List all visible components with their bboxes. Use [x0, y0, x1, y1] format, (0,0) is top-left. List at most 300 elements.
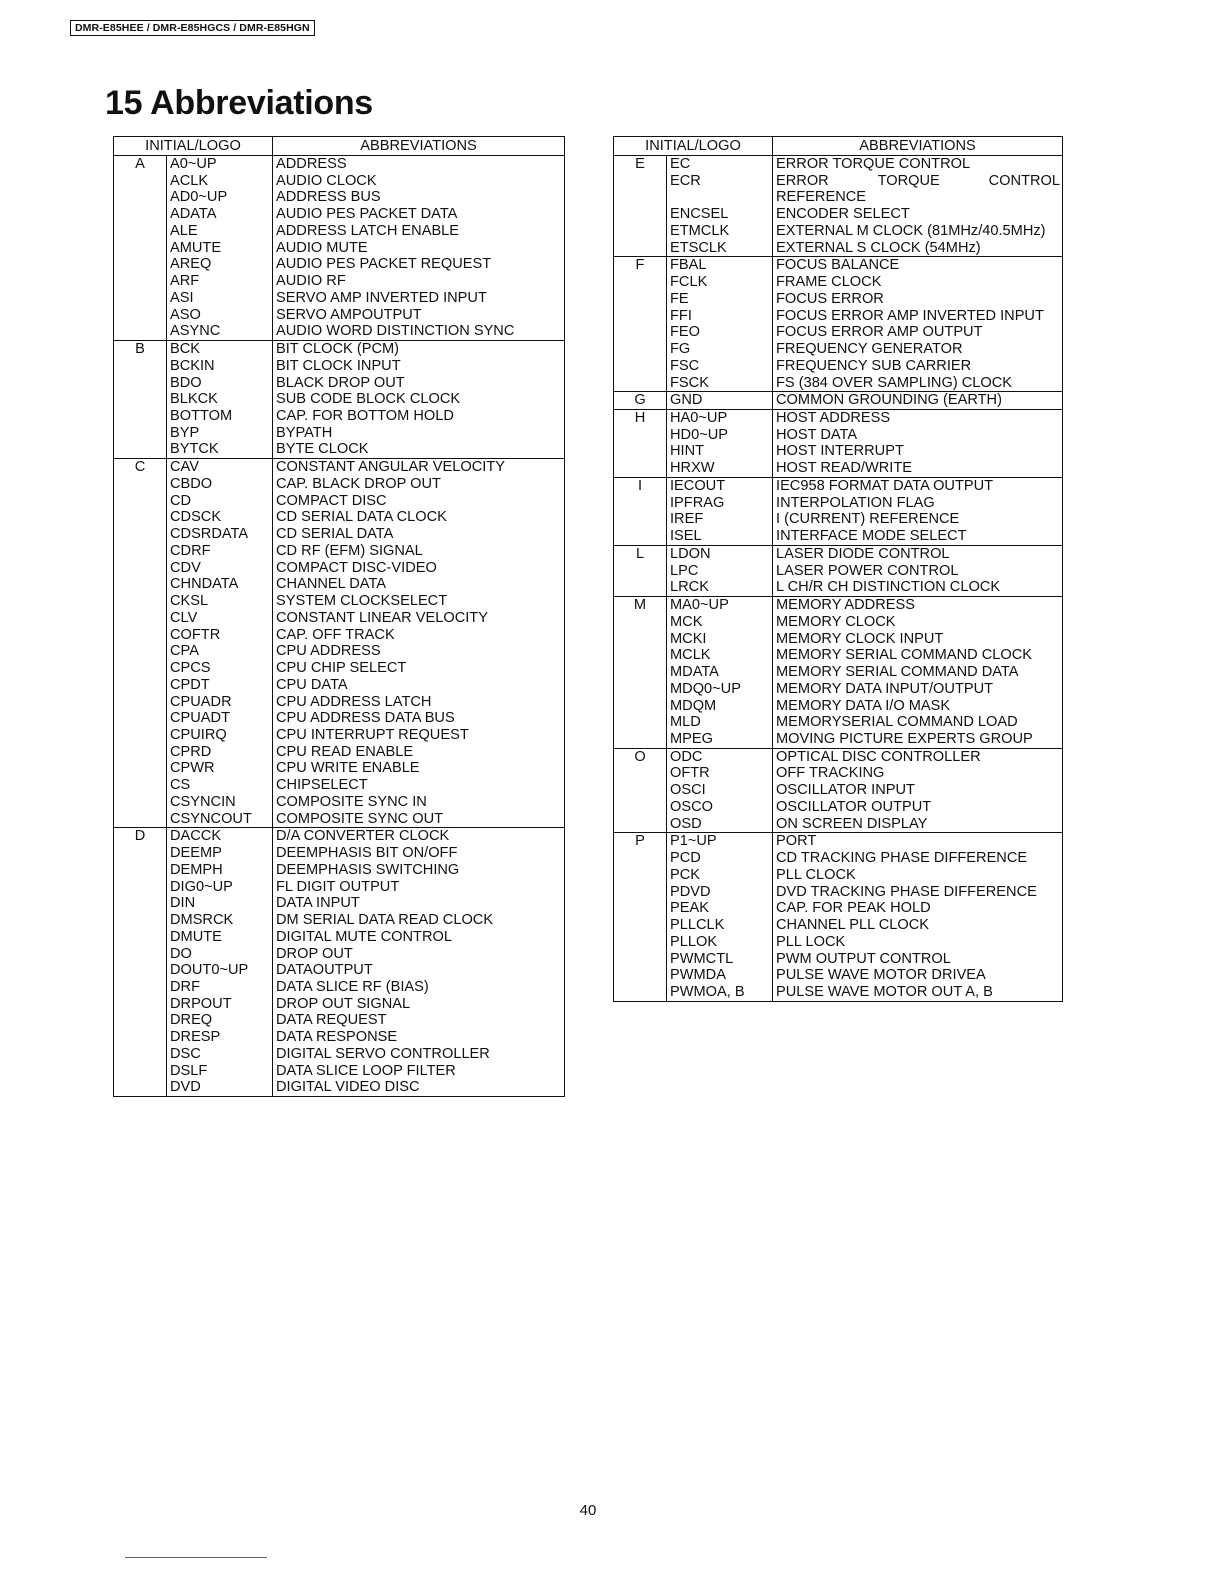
- abbreviation-meaning: CPU DATA: [273, 677, 565, 694]
- table-row: [614, 173, 1063, 206]
- abbreviation-meaning: CAP. FOR BOTTOM HOLD: [273, 408, 565, 425]
- abbreviation-code: FCLK: [667, 274, 773, 291]
- abbreviation-meaning: FRAME CLOCK: [773, 274, 1063, 291]
- table-row: [114, 256, 565, 273]
- abbreviation-code: CD: [167, 493, 273, 510]
- group-initial: L: [614, 545, 667, 596]
- abbreviation-meaning: AUDIO WORD DISTINCTION SYNC: [273, 323, 565, 340]
- abbreviation-code: PCK: [667, 867, 773, 884]
- table-row: [614, 274, 1063, 291]
- group-initial: G: [614, 392, 667, 410]
- table-row: [614, 324, 1063, 341]
- table-row: [614, 341, 1063, 358]
- table-row: [114, 744, 565, 761]
- abbreviation-meaning: CONSTANT ANGULAR VELOCITY: [273, 459, 565, 476]
- header-initial-logo: INITIAL/LOGO: [114, 137, 273, 156]
- table-row: [114, 710, 565, 727]
- abbreviation-meaning: HOST READ/WRITE: [773, 460, 1063, 477]
- table-row: [114, 1063, 565, 1080]
- abbreviation-meaning: FREQUENCY SUB CARRIER: [773, 358, 1063, 375]
- table-row: [614, 631, 1063, 648]
- abbreviation-meaning: CPU WRITE ENABLE: [273, 760, 565, 777]
- abbreviation-code: DREQ: [167, 1012, 273, 1029]
- abbreviation-meaning: DATA SLICE RF (BIAS): [273, 979, 565, 996]
- table-row: [614, 495, 1063, 512]
- abbreviation-meaning: CD SERIAL DATA CLOCK: [273, 509, 565, 526]
- table-row: [614, 240, 1063, 257]
- abbreviation-code: FSC: [667, 358, 773, 375]
- table-row: [114, 627, 565, 644]
- abbreviation-meaning: [773, 173, 1063, 206]
- abbreviation-meaning: FOCUS ERROR AMP OUTPUT: [773, 324, 1063, 341]
- abbreviation-meaning: EXTERNAL M CLOCK (81MHz/40.5MHz): [773, 223, 1063, 240]
- abbreviation-meaning: MEMORY CLOCK INPUT: [773, 631, 1063, 648]
- abbreviation-code: PWMOA, B: [667, 984, 773, 1001]
- group-initial: B: [114, 341, 167, 459]
- table-row: [614, 867, 1063, 884]
- abbreviation-meaning: LASER POWER CONTROL: [773, 563, 1063, 580]
- abbreviation-code: MDATA: [667, 664, 773, 681]
- abbreviation-code: CDSCK: [167, 509, 273, 526]
- abbreviation-code: ASI: [167, 290, 273, 307]
- table-row: [114, 526, 565, 543]
- table-row: [114, 156, 565, 173]
- abbreviation-code: PEAK: [667, 900, 773, 917]
- table-row: [614, 731, 1063, 748]
- footer-rule: [125, 1557, 267, 1558]
- table-row: [614, 579, 1063, 596]
- abbreviation-code: CDRF: [167, 543, 273, 560]
- abbreviation-code: DO: [167, 946, 273, 963]
- group-initial: E: [614, 156, 667, 257]
- meaning-word: TORQUE: [877, 172, 940, 189]
- table-row: [114, 307, 565, 324]
- abbreviation-code: CPRD: [167, 744, 273, 761]
- table-row: [114, 189, 565, 206]
- abbreviation-meaning: MEMORY DATA INPUT/OUTPUT: [773, 681, 1063, 698]
- abbreviation-code: ETMCLK: [667, 223, 773, 240]
- table-row: [114, 760, 565, 777]
- table-row: [614, 967, 1063, 984]
- table-row: [614, 223, 1063, 240]
- table-row: [114, 273, 565, 290]
- abbreviation-meaning: CHANNEL DATA: [273, 576, 565, 593]
- table-row: [614, 664, 1063, 681]
- abbreviation-code: DSLF: [167, 1063, 273, 1080]
- abbreviation-meaning: AUDIO RF: [273, 273, 565, 290]
- table-row: [614, 528, 1063, 545]
- abbreviation-meaning: BIT CLOCK INPUT: [273, 358, 565, 375]
- table-row: [614, 511, 1063, 528]
- abbreviation-code: CAV: [167, 459, 273, 476]
- abbreviation-meaning: CPU ADDRESS DATA BUS: [273, 710, 565, 727]
- abbreviation-meaning: OFF TRACKING: [773, 765, 1063, 782]
- abbreviation-meaning: HOST INTERRUPT: [773, 443, 1063, 460]
- group-initial: C: [114, 459, 167, 828]
- abbreviation-code: IECOUT: [667, 477, 773, 494]
- abbreviation-meaning: LASER DIODE CONTROL: [773, 545, 1063, 562]
- abbreviation-code: CS: [167, 777, 273, 794]
- abbreviation-code: DOUT0~UP: [167, 962, 273, 979]
- abbreviation-code: DEMPH: [167, 862, 273, 879]
- table-row: [614, 257, 1063, 274]
- abbreviation-code: ALE: [167, 223, 273, 240]
- abbreviation-meaning: INTERFACE MODE SELECT: [773, 528, 1063, 545]
- abbreviation-meaning: PLL CLOCK: [773, 867, 1063, 884]
- table-row: [614, 951, 1063, 968]
- abbreviation-code: CPWR: [167, 760, 273, 777]
- table-row: [114, 777, 565, 794]
- table-row: [114, 828, 565, 845]
- header-abbreviations: ABBREVIATIONS: [773, 137, 1063, 156]
- abbreviation-meaning: CPU INTERRUPT REQUEST: [273, 727, 565, 744]
- abbreviation-meaning: DROP OUT: [273, 946, 565, 963]
- table-row: [114, 1046, 565, 1063]
- abbreviation-code: OSCI: [667, 782, 773, 799]
- abbreviation-meaning: DATA REQUEST: [273, 1012, 565, 1029]
- abbreviation-meaning: DATA INPUT: [273, 895, 565, 912]
- abbreviation-code: PWMCTL: [667, 951, 773, 968]
- table-row: [614, 782, 1063, 799]
- table-row: [114, 895, 565, 912]
- abbreviation-meaning: BYTE CLOCK: [273, 441, 565, 458]
- abbreviation-code: DIN: [167, 895, 273, 912]
- abbreviation-code: IPFRAG: [667, 495, 773, 512]
- abbreviation-meaning: PLL LOCK: [773, 934, 1063, 951]
- table-row: [114, 543, 565, 560]
- table-row: [614, 884, 1063, 901]
- abbreviation-meaning: MEMORYSERIAL COMMAND LOAD: [773, 714, 1063, 731]
- abbreviation-code: HA0~UP: [667, 410, 773, 427]
- abbreviation-meaning: AUDIO CLOCK: [273, 173, 565, 190]
- table-row: [114, 206, 565, 223]
- abbreviation-code: CPCS: [167, 660, 273, 677]
- abbreviation-meaning: FOCUS BALANCE: [773, 257, 1063, 274]
- abbreviation-code: MDQM: [667, 698, 773, 715]
- abbreviation-code: FBAL: [667, 257, 773, 274]
- table-row: [114, 962, 565, 979]
- abbreviation-meaning: SUB CODE BLOCK CLOCK: [273, 391, 565, 408]
- abbreviation-code: HD0~UP: [667, 427, 773, 444]
- abbreviation-code: ETSCLK: [667, 240, 773, 257]
- header-abbreviations: ABBREVIATIONS: [273, 137, 565, 156]
- abbreviation-meaning: MEMORY DATA I/O MASK: [773, 698, 1063, 715]
- abbreviation-code: DRESP: [167, 1029, 273, 1046]
- abbreviation-code: COFTR: [167, 627, 273, 644]
- abbreviation-meaning: BYPATH: [273, 425, 565, 442]
- abbreviation-meaning: CONSTANT LINEAR VELOCITY: [273, 610, 565, 627]
- abbreviation-code: PDVD: [667, 884, 773, 901]
- abbreviation-meaning: FOCUS ERROR: [773, 291, 1063, 308]
- table-row: [614, 545, 1063, 562]
- abbreviation-meaning: EXTERNAL S CLOCK (54MHz): [773, 240, 1063, 257]
- table-row: [114, 610, 565, 627]
- model-label: DMR-E85HEE / DMR-E85HGCS / DMR-E85HGN: [70, 20, 315, 36]
- abbreviation-code: CHNDATA: [167, 576, 273, 593]
- abbreviations-table-right: [613, 136, 1063, 1002]
- abbreviation-meaning: ADDRESS LATCH ENABLE: [273, 223, 565, 240]
- table-row: [114, 290, 565, 307]
- table-row: [114, 677, 565, 694]
- page-title: 15 Abbreviations: [105, 84, 373, 122]
- abbreviation-code: FFI: [667, 308, 773, 325]
- abbreviation-code: OSD: [667, 816, 773, 833]
- header-initial-logo: INITIAL/LOGO: [614, 137, 773, 156]
- table-row: [114, 391, 565, 408]
- abbreviation-meaning: AUDIO PES PACKET REQUEST: [273, 256, 565, 273]
- table-row: [114, 509, 565, 526]
- abbreviation-code: DIG0~UP: [167, 879, 273, 896]
- table-row: [114, 493, 565, 510]
- table-row: [114, 1012, 565, 1029]
- table-row: [114, 459, 565, 476]
- table-row: [114, 341, 565, 358]
- table-row: [114, 1079, 565, 1096]
- abbreviation-code: MPEG: [667, 731, 773, 748]
- abbreviation-code: BCK: [167, 341, 273, 358]
- abbreviation-meaning: D/A CONVERTER CLOCK: [273, 828, 565, 845]
- abbreviation-code: OFTR: [667, 765, 773, 782]
- abbreviation-code: CPUIRQ: [167, 727, 273, 744]
- abbreviation-meaning: AUDIO MUTE: [273, 240, 565, 257]
- table-row: [614, 427, 1063, 444]
- abbreviation-meaning: HOST DATA: [773, 427, 1063, 444]
- abbreviation-meaning: INTERPOLATION FLAG: [773, 495, 1063, 512]
- meaning-word: CONTROL: [988, 172, 1060, 189]
- abbreviation-code: AD0~UP: [167, 189, 273, 206]
- group-initial: F: [614, 257, 667, 392]
- table-row: [114, 323, 565, 340]
- table-row: [114, 946, 565, 963]
- group-initial: P: [614, 833, 667, 1001]
- abbreviation-meaning: PULSE WAVE MOTOR DRIVEA: [773, 967, 1063, 984]
- abbreviation-meaning: FOCUS ERROR AMP INVERTED INPUT: [773, 308, 1063, 325]
- abbreviation-code: MA0~UP: [667, 597, 773, 614]
- abbreviation-code: CPDT: [167, 677, 273, 694]
- abbreviation-code: CSYNCIN: [167, 794, 273, 811]
- abbreviation-meaning: MEMORY ADDRESS: [773, 597, 1063, 614]
- table-row: [614, 816, 1063, 833]
- abbreviation-code: FE: [667, 291, 773, 308]
- table-row: [114, 593, 565, 610]
- abbreviation-meaning: OPTICAL DISC CONTROLLER: [773, 748, 1063, 765]
- table-row: [114, 576, 565, 593]
- abbreviation-code: CDV: [167, 560, 273, 577]
- table-row: [114, 879, 565, 896]
- abbreviation-meaning: CAP. FOR PEAK HOLD: [773, 900, 1063, 917]
- abbreviation-meaning: CPU CHIP SELECT: [273, 660, 565, 677]
- abbreviation-meaning: OSCILLATOR INPUT: [773, 782, 1063, 799]
- abbreviation-code: PWMDA: [667, 967, 773, 984]
- table-row: [614, 900, 1063, 917]
- abbreviation-code: PLLOK: [667, 934, 773, 951]
- abbreviation-code: DEEMP: [167, 845, 273, 862]
- abbreviation-meaning: DEEMPHASIS SWITCHING: [273, 862, 565, 879]
- group-initial: A: [114, 156, 167, 341]
- table-row: [114, 173, 565, 190]
- abbreviation-meaning: CHIPSELECT: [273, 777, 565, 794]
- meaning-word: ERROR: [776, 172, 829, 189]
- table-row: [114, 912, 565, 929]
- table-row: [114, 694, 565, 711]
- abbreviation-code: CBDO: [167, 476, 273, 493]
- table-row: [614, 681, 1063, 698]
- abbreviation-code: DACCK: [167, 828, 273, 845]
- abbreviation-meaning: FREQUENCY GENERATOR: [773, 341, 1063, 358]
- abbreviation-meaning: SERVO AMP INVERTED INPUT: [273, 290, 565, 307]
- abbreviations-table-left: [113, 136, 565, 1097]
- table-row: [114, 845, 565, 862]
- abbreviation-code: CLV: [167, 610, 273, 627]
- abbreviation-meaning: DIGITAL MUTE CONTROL: [273, 929, 565, 946]
- abbreviation-code: ACLK: [167, 173, 273, 190]
- abbreviation-meaning: BLACK DROP OUT: [273, 375, 565, 392]
- abbreviation-meaning: COMPACT DISC-VIDEO: [273, 560, 565, 577]
- abbreviation-meaning: CAP. OFF TRACK: [273, 627, 565, 644]
- abbreviation-meaning: PORT: [773, 833, 1063, 850]
- table-row: [114, 1029, 565, 1046]
- table-row: [114, 811, 565, 828]
- abbreviation-code: MCKI: [667, 631, 773, 648]
- table-row: [614, 850, 1063, 867]
- abbreviation-meaning: DIGITAL SERVO CONTROLLER: [273, 1046, 565, 1063]
- abbreviation-meaning: CAP. BLACK DROP OUT: [273, 476, 565, 493]
- abbreviation-code: CPA: [167, 643, 273, 660]
- abbreviation-code: EC: [667, 156, 773, 173]
- abbreviation-code: BYP: [167, 425, 273, 442]
- table-row: [114, 441, 565, 458]
- table-row: [114, 979, 565, 996]
- abbreviation-code: FEO: [667, 324, 773, 341]
- table-row: [114, 929, 565, 946]
- abbreviation-meaning: DATA SLICE LOOP FILTER: [273, 1063, 565, 1080]
- table-row: [614, 765, 1063, 782]
- abbreviation-code: FG: [667, 341, 773, 358]
- abbreviation-meaning: CHANNEL PLL CLOCK: [773, 917, 1063, 934]
- abbreviation-code: LRCK: [667, 579, 773, 596]
- group-initial: D: [114, 828, 167, 1097]
- abbreviation-code: DMSRCK: [167, 912, 273, 929]
- table-row: [114, 794, 565, 811]
- abbreviation-code: OSCO: [667, 799, 773, 816]
- abbreviation-meaning: SYSTEM CLOCKSELECT: [273, 593, 565, 610]
- abbreviation-meaning: COMMON GROUNDING (EARTH): [773, 392, 1063, 410]
- abbreviation-meaning: CD TRACKING PHASE DIFFERENCE: [773, 850, 1063, 867]
- table-row: [114, 862, 565, 879]
- abbreviation-meaning: DVD TRACKING PHASE DIFFERENCE: [773, 884, 1063, 901]
- abbreviation-code: ECR: [667, 173, 773, 206]
- abbreviation-meaning: CD RF (EFM) SIGNAL: [273, 543, 565, 560]
- table-row: [614, 308, 1063, 325]
- meaning-line: REFERENCE: [776, 189, 867, 206]
- table-row: [614, 392, 1063, 410]
- abbreviation-code: FSCK: [667, 375, 773, 392]
- abbreviation-code: CKSL: [167, 593, 273, 610]
- table-row: [114, 996, 565, 1013]
- table-header-row: [114, 137, 565, 156]
- abbreviation-code: AMUTE: [167, 240, 273, 257]
- table-row: [114, 408, 565, 425]
- group-initial: O: [614, 748, 667, 833]
- table-row: [114, 727, 565, 744]
- abbreviation-code: P1~UP: [667, 833, 773, 850]
- abbreviation-code: BCKIN: [167, 358, 273, 375]
- table-row: [614, 597, 1063, 614]
- abbreviation-code: HINT: [667, 443, 773, 460]
- abbreviation-code: BLKCK: [167, 391, 273, 408]
- abbreviation-meaning: L CH/R CH DISTINCTION CLOCK: [773, 579, 1063, 596]
- table-row: [114, 560, 565, 577]
- table-row: [614, 698, 1063, 715]
- page-number: 40: [579, 1502, 597, 1519]
- abbreviation-meaning: ERROR TORQUE CONTROL: [773, 156, 1063, 173]
- abbreviation-meaning: MEMORY CLOCK: [773, 614, 1063, 631]
- abbreviation-meaning: ADDRESS: [273, 156, 565, 173]
- meaning-line-justified: [776, 173, 1062, 190]
- abbreviation-meaning: DATAOUTPUT: [273, 962, 565, 979]
- abbreviation-code: CPUADR: [167, 694, 273, 711]
- abbreviation-meaning: CD SERIAL DATA: [273, 526, 565, 543]
- abbreviation-code: CDSRDATA: [167, 526, 273, 543]
- abbreviation-code: CSYNCOUT: [167, 811, 273, 828]
- table-row: [614, 358, 1063, 375]
- abbreviation-code: BDO: [167, 375, 273, 392]
- table-row: [614, 206, 1063, 223]
- group-initial: M: [614, 597, 667, 749]
- table-row: [614, 563, 1063, 580]
- abbreviation-meaning: OSCILLATOR OUTPUT: [773, 799, 1063, 816]
- abbreviation-code: A0~UP: [167, 156, 273, 173]
- abbreviation-meaning: PULSE WAVE MOTOR OUT A, B: [773, 984, 1063, 1001]
- table-row: [614, 375, 1063, 392]
- abbreviation-code: CPUADT: [167, 710, 273, 727]
- table-row: [114, 240, 565, 257]
- table-row: [614, 833, 1063, 850]
- abbreviation-code: MDQ0~UP: [667, 681, 773, 698]
- abbreviation-meaning: CPU READ ENABLE: [273, 744, 565, 761]
- abbreviation-meaning: COMPOSITE SYNC OUT: [273, 811, 565, 828]
- abbreviation-code: DRPOUT: [167, 996, 273, 1013]
- abbreviation-code: HRXW: [667, 460, 773, 477]
- abbreviation-code: ASO: [167, 307, 273, 324]
- abbreviation-code: ISEL: [667, 528, 773, 545]
- abbreviation-code: LPC: [667, 563, 773, 580]
- abbreviation-meaning: PWM OUTPUT CONTROL: [773, 951, 1063, 968]
- abbreviation-meaning: I (CURRENT) REFERENCE: [773, 511, 1063, 528]
- table-row: [614, 748, 1063, 765]
- table-header-row: [614, 137, 1063, 156]
- abbreviation-code: LDON: [667, 545, 773, 562]
- abbreviation-code: MCK: [667, 614, 773, 631]
- table-row: [614, 799, 1063, 816]
- table-row: [114, 223, 565, 240]
- abbreviation-meaning: ON SCREEN DISPLAY: [773, 816, 1063, 833]
- table-row: [114, 643, 565, 660]
- abbreviation-meaning: ENCODER SELECT: [773, 206, 1063, 223]
- table-row: [614, 477, 1063, 494]
- abbreviation-code: ASYNC: [167, 323, 273, 340]
- table-row: [114, 358, 565, 375]
- abbreviation-meaning: SERVO AMPOUTPUT: [273, 307, 565, 324]
- abbreviation-meaning: BIT CLOCK (PCM): [273, 341, 565, 358]
- table-row: [114, 425, 565, 442]
- abbreviation-code: DMUTE: [167, 929, 273, 946]
- abbreviation-code: ADATA: [167, 206, 273, 223]
- abbreviation-meaning: IEC958 FORMAT DATA OUTPUT: [773, 477, 1063, 494]
- table-row: [614, 714, 1063, 731]
- abbreviation-code: AREQ: [167, 256, 273, 273]
- abbreviation-code: ENCSEL: [667, 206, 773, 223]
